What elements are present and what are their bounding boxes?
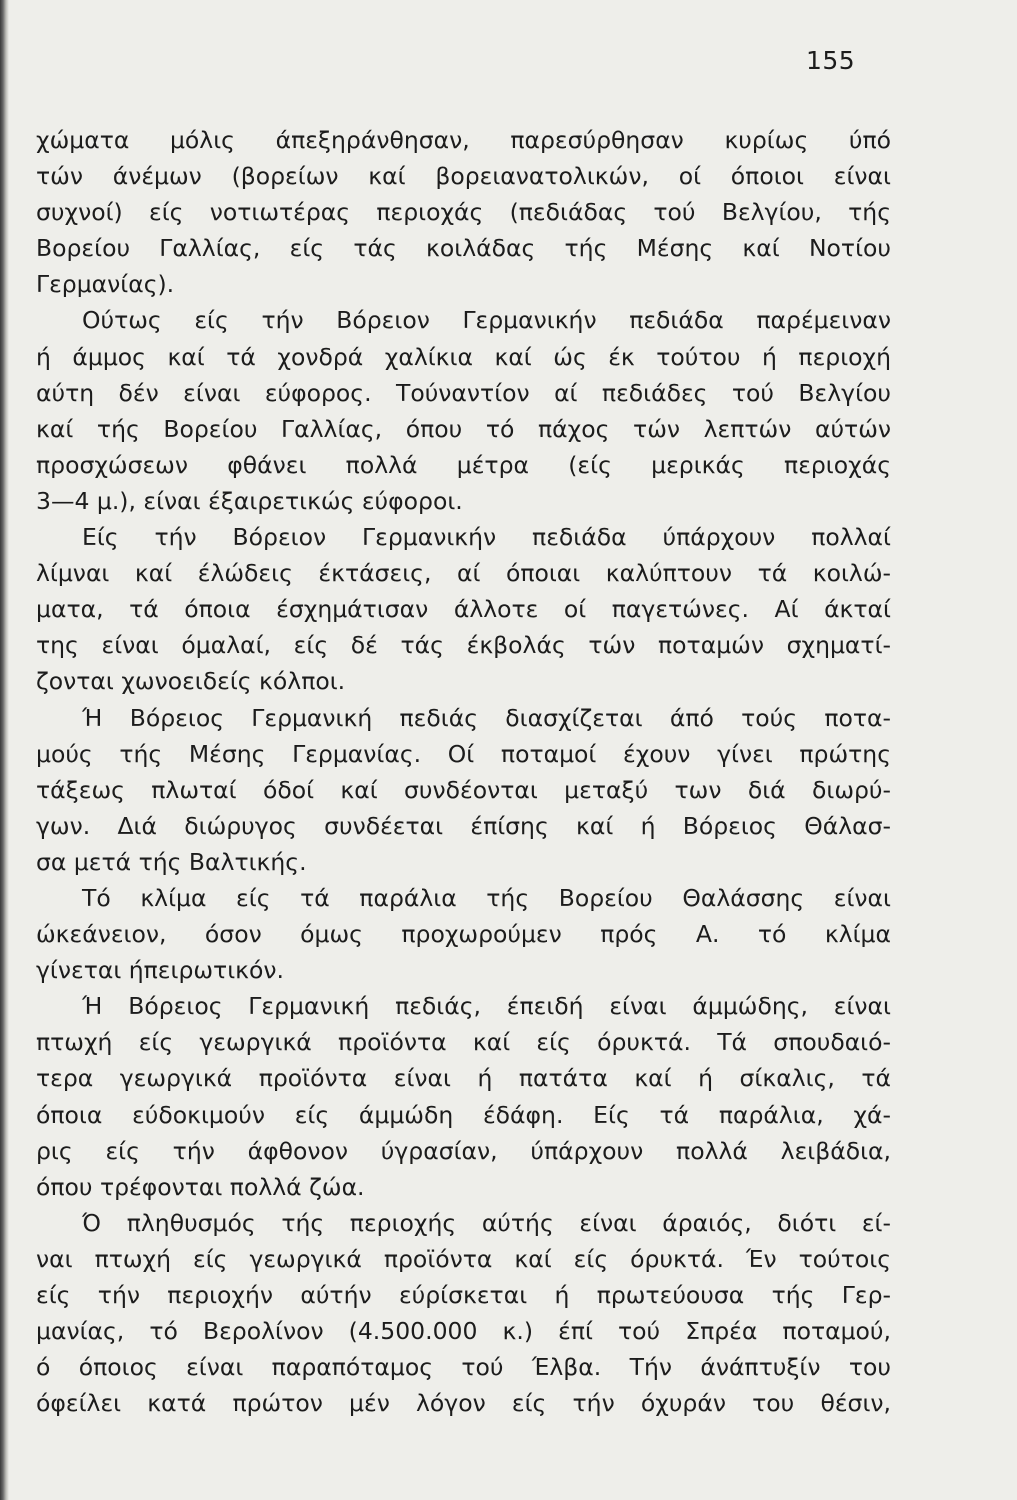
text-line: ναι πτωχή είς γεωργικά προϊόντα καί είς όρυκτά. Έν τούτοις	[36, 1244, 891, 1273]
text-line: τερα γεωργικά προϊόντα είναι ή πατάτα καί ή σίκαλις, τά	[36, 1064, 891, 1093]
text-line: Ό πληθυσμός τής περιοχής αύτής είναι άραιός, διότι εί-	[82, 1208, 891, 1237]
text-line: της είναι όμαλαί, είς δέ τάς έκβολάς τών ποταμών σχηματί-	[36, 631, 891, 660]
text-line: αύτη δέν είναι εύφορος. Τούναντίον αί πεδιάδες τού Βελγίου	[36, 378, 891, 407]
text-line: Τό κλίμα είς τά παράλια τής Βορείου Θαλάσσης είναι	[82, 883, 891, 912]
text-line: πτωχή είς γεωργικά προϊόντα καί είς όρυκτά. Τά σπουδαιό-	[36, 1028, 891, 1057]
text-line: Γερμανίας).	[36, 270, 175, 299]
text-line: όφείλει κατά πρώτον μέν λόγον είς τήν όχυράν του θέσιν,	[36, 1389, 891, 1418]
text-line: τών άνέμων (βορείων καί βορειανατολικών, οί όποιοι είναι	[36, 162, 891, 191]
text-line: γων. Διά διώρυγος συνδέεται έπίσης καί ή Βόρειος Θάλασ-	[36, 811, 891, 840]
text-line: ό όποιος είναι παραπόταμος τού Έλβα. Τήν άνάπτυξίν του	[36, 1353, 891, 1382]
text-line: καί τής Βορείου Γαλλίας, όπου τό πάχος τών λεπτών αύτών	[36, 414, 891, 443]
text-line: ρις είς τήν άφθονον ύγρασίαν, ύπάρχουν πολλά λειβάδια,	[36, 1136, 891, 1165]
text-line: Βορείου Γαλλίας, είς τάς κοιλάδας τής Μέσης καί Νοτίου	[36, 234, 891, 263]
text-line: ή άμμος καί τά χονδρά χαλίκια καί ώς έκ τούτου ή περιοχή	[36, 342, 891, 371]
text-line: 3—4 μ.), είναι έξαιρετικώς εύφοροι.	[36, 486, 463, 515]
page-binding-edge	[0, 0, 9, 1500]
text-line: Ή Βόρειος Γερμανική πεδιάς, έπειδή είναι άμμώδης, είναι	[82, 992, 891, 1021]
text-line: Ούτως είς τήν Βόρειον Γερμανικήν πεδιάδα παρέμειναν	[82, 306, 891, 335]
text-line: μανίας, τό Βερολίνον (4.500.000 κ.) έπί τού Σπρέα ποταμού,	[36, 1317, 891, 1346]
body-text	[36, 122, 891, 1421]
text-line: ματα, τά όποια έσχημάτισαν άλλοτε οί παγετώνες. Αί άκταί	[36, 595, 891, 624]
text-line: μούς τής Μέσης Γερμανίας. Οί ποταμοί έχουν γίνει πρώτης	[36, 739, 891, 768]
text-line: σα μετά τής Βαλτικής.	[36, 847, 307, 876]
text-line: χώματα μόλις άπεξηράνθησαν, παρεσύρθησαν κυρίως ύπό	[36, 126, 891, 154]
text-line: ώκεάνειον, όσον όμως προχωρούμεν πρός Α. τό κλίμα	[36, 920, 891, 949]
text-line: όποια εύδοκιμούν είς άμμώδη έδάφη. Είς τά παράλια, χά-	[36, 1100, 891, 1129]
text-line: Ή Βόρειος Γερμανική πεδιάς διασχίζεται άπό τούς ποτα-	[82, 703, 891, 732]
text-line: είς τήν περιοχήν αύτήν εύρίσκεται ή πρωτεύουσα τής Γερ-	[36, 1281, 891, 1309]
page-number: 155	[806, 46, 856, 75]
text-line: προσχώσεων φθάνει πολλά μέτρα (είς μερικάς περιοχάς	[36, 450, 891, 479]
text-line: γίνεται ήπειρωτικόν.	[36, 956, 284, 985]
text-line: ζονται χωνοειδείς κόλποι.	[36, 667, 346, 696]
text-line: λίμναι καί έλώδεις έκτάσεις, αί όποιαι καλύπτουν τά κοιλώ-	[36, 559, 891, 588]
text-line: όπου τρέφονται πολλά ζώα.	[36, 1172, 365, 1201]
text-line: Είς τήν Βόρειον Γερμανικήν πεδιάδα ύπάρχουν πολλαί	[82, 523, 891, 552]
text-line: τάξεως πλωταί όδοί καί συνδέονται μεταξύ των διά διωρύ-	[36, 775, 891, 804]
text-line: συχνοί) είς νοτιωτέρας περιοχάς (πεδιάδας τού Βελγίου, τής	[36, 198, 891, 227]
